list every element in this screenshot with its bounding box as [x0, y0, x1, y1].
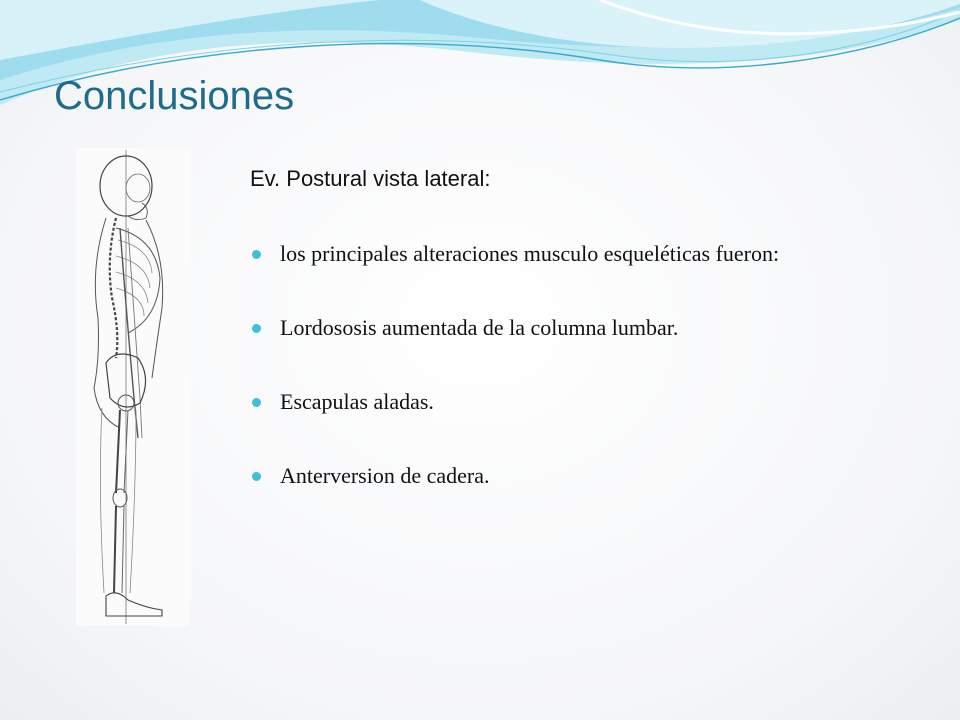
bullet-text: Anterversion de cadera.	[280, 463, 490, 488]
bullet-icon	[252, 250, 261, 259]
bullet-text: Escapulas aladas.	[280, 389, 434, 414]
slide-title: Conclusiones	[54, 74, 295, 118]
subtitle: Ev. Postural vista lateral:	[250, 166, 491, 191]
list-item	[248, 240, 888, 268]
bullet-list	[248, 240, 888, 490]
bullet-icon	[252, 324, 261, 333]
bullet-icon	[252, 472, 261, 481]
bullet-icon	[252, 398, 261, 407]
list-item	[248, 388, 888, 416]
list-item	[248, 314, 888, 342]
bullet-text: los principales alteraciones musculo esqueléticas fueron:	[280, 241, 780, 266]
list-item	[248, 462, 888, 490]
skeleton-lateral-view-image	[76, 148, 190, 626]
bullet-text: Lordososis aumentada de la columna lumbar.	[280, 315, 679, 340]
